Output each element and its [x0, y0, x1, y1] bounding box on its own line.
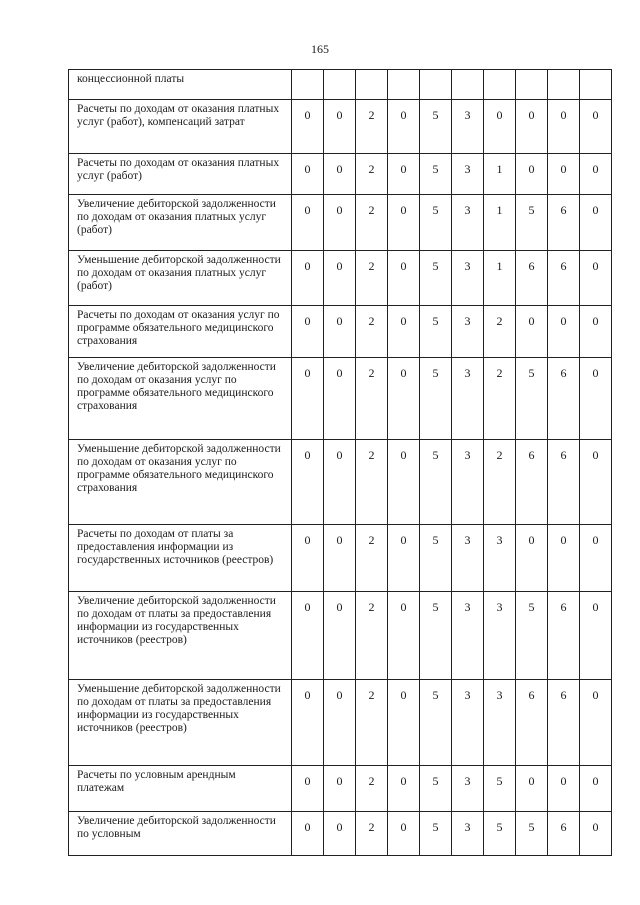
code-digit-cell: 0 [324, 306, 356, 358]
table-row [69, 154, 612, 195]
code-digit-cell: 5 [420, 358, 452, 440]
code-digit-cell: 3 [452, 440, 484, 525]
code-digit-cell: 0 [516, 766, 548, 812]
code-digit-cell: 6 [548, 440, 580, 525]
code-digit-cell: 0 [324, 766, 356, 812]
code-digit-cell [420, 70, 452, 100]
code-digit-cell: 0 [388, 358, 420, 440]
code-digit-cell: 0 [292, 440, 324, 525]
code-digit-cell [516, 70, 548, 100]
code-digit-cell: 6 [516, 440, 548, 525]
account-name-cell: Увеличение дебиторской задолженности по доходам от оказания услуг по программе обязательного медицинского страхования [69, 358, 292, 440]
accounts-table-container [68, 69, 612, 856]
code-digit-cell: 0 [292, 251, 324, 306]
code-digit-cell: 1 [484, 251, 516, 306]
accounts-table-body [69, 70, 612, 856]
code-digit-cell: 0 [580, 358, 612, 440]
table-row [69, 680, 612, 766]
code-digit-cell: 5 [420, 812, 452, 856]
account-name-cell: Увеличение дебиторской задолженности по доходам от платы за предоставления информации из государственных источников (реестров) [69, 592, 292, 680]
code-digit-cell: 0 [548, 154, 580, 195]
code-digit-cell: 6 [548, 592, 580, 680]
code-digit-cell: 0 [388, 195, 420, 251]
table-row [69, 812, 612, 856]
code-digit-cell: 2 [356, 525, 388, 592]
code-digit-cell: 5 [484, 766, 516, 812]
code-digit-cell: 1 [484, 154, 516, 195]
code-digit-cell: 5 [516, 195, 548, 251]
code-digit-cell: 0 [548, 100, 580, 154]
code-digit-cell: 0 [580, 592, 612, 680]
account-name-cell: Расчеты по доходам от платы за предоставления информации из государственных источников (реестров) [69, 525, 292, 592]
code-digit-cell: 2 [356, 766, 388, 812]
code-digit-cell: 0 [548, 306, 580, 358]
code-digit-cell: 2 [356, 195, 388, 251]
code-digit-cell: 5 [420, 251, 452, 306]
code-digit-cell: 5 [516, 812, 548, 856]
code-digit-cell: 0 [324, 592, 356, 680]
table-row [69, 251, 612, 306]
code-digit-cell [324, 70, 356, 100]
code-digit-cell: 0 [388, 525, 420, 592]
code-digit-cell: 3 [484, 680, 516, 766]
code-digit-cell: 5 [516, 358, 548, 440]
account-name-cell: концессионной платы [69, 70, 292, 100]
code-digit-cell: 0 [292, 766, 324, 812]
code-digit-cell: 0 [292, 812, 324, 856]
account-name-cell: Расчеты по доходам от оказания услуг по программе обязательного медицинского страхования [69, 306, 292, 358]
code-digit-cell: 5 [420, 306, 452, 358]
code-digit-cell: 5 [420, 525, 452, 592]
code-digit-cell: 0 [324, 812, 356, 856]
account-name-cell: Уменьшение дебиторской задолженности по доходам от платы за предоставления информации из государственных источников (реестров) [69, 680, 292, 766]
code-digit-cell: 0 [388, 592, 420, 680]
code-digit-cell: 0 [388, 154, 420, 195]
code-digit-cell: 2 [356, 592, 388, 680]
code-digit-cell [484, 70, 516, 100]
code-digit-cell: 0 [388, 251, 420, 306]
table-row [69, 358, 612, 440]
account-name-cell: Уменьшение дебиторской задолженности по доходам от оказания услуг по программе обязательного медицинского страхования [69, 440, 292, 525]
code-digit-cell: 3 [452, 680, 484, 766]
code-digit-cell: 0 [324, 358, 356, 440]
code-digit-cell: 0 [324, 251, 356, 306]
code-digit-cell: 0 [580, 251, 612, 306]
code-digit-cell: 6 [548, 812, 580, 856]
code-digit-cell: 3 [452, 766, 484, 812]
code-digit-cell: 2 [356, 358, 388, 440]
code-digit-cell: 5 [420, 195, 452, 251]
code-digit-cell: 2 [356, 680, 388, 766]
account-name-cell: Расчеты по доходам от оказания платных услуг (работ) [69, 154, 292, 195]
table-row [69, 440, 612, 525]
table-row [69, 766, 612, 812]
code-digit-cell: 0 [580, 812, 612, 856]
code-digit-cell: 5 [420, 766, 452, 812]
code-digit-cell: 0 [580, 100, 612, 154]
code-digit-cell: 1 [484, 195, 516, 251]
code-digit-cell: 3 [452, 195, 484, 251]
code-digit-cell: 3 [452, 358, 484, 440]
code-digit-cell: 3 [452, 525, 484, 592]
code-digit-cell: 2 [356, 306, 388, 358]
code-digit-cell: 0 [516, 100, 548, 154]
code-digit-cell: 5 [484, 812, 516, 856]
code-digit-cell: 6 [548, 358, 580, 440]
code-digit-cell: 2 [356, 440, 388, 525]
code-digit-cell: 0 [388, 100, 420, 154]
code-digit-cell [580, 70, 612, 100]
code-digit-cell: 0 [324, 100, 356, 154]
code-digit-cell [452, 70, 484, 100]
code-digit-cell: 6 [516, 680, 548, 766]
code-digit-cell: 0 [292, 680, 324, 766]
code-digit-cell [548, 70, 580, 100]
account-name-cell: Расчеты по доходам от оказания платных услуг (работ), компенсаций затрат [69, 100, 292, 154]
code-digit-cell: 0 [516, 306, 548, 358]
code-digit-cell: 0 [292, 358, 324, 440]
code-digit-cell: 0 [516, 525, 548, 592]
code-digit-cell: 0 [324, 195, 356, 251]
code-digit-cell: 0 [580, 440, 612, 525]
code-digit-cell: 6 [548, 195, 580, 251]
code-digit-cell: 2 [356, 812, 388, 856]
table-row [69, 100, 612, 154]
code-digit-cell: 2 [484, 306, 516, 358]
code-digit-cell: 0 [292, 592, 324, 680]
code-digit-cell: 5 [420, 440, 452, 525]
code-digit-cell: 0 [548, 525, 580, 592]
code-digit-cell: 5 [420, 680, 452, 766]
code-digit-cell: 5 [420, 100, 452, 154]
code-digit-cell: 0 [292, 154, 324, 195]
code-digit-cell: 0 [388, 766, 420, 812]
code-digit-cell [388, 70, 420, 100]
table-row [69, 70, 612, 100]
account-name-cell: Расчеты по условным арендным платежам [69, 766, 292, 812]
code-digit-cell: 3 [452, 812, 484, 856]
code-digit-cell: 3 [484, 592, 516, 680]
code-digit-cell: 0 [324, 440, 356, 525]
code-digit-cell: 0 [292, 195, 324, 251]
table-row [69, 195, 612, 251]
code-digit-cell: 5 [420, 154, 452, 195]
code-digit-cell: 5 [516, 592, 548, 680]
code-digit-cell: 3 [452, 592, 484, 680]
table-row [69, 592, 612, 680]
code-digit-cell: 6 [548, 680, 580, 766]
code-digit-cell: 2 [484, 358, 516, 440]
code-digit-cell: 2 [356, 251, 388, 306]
code-digit-cell: 0 [292, 100, 324, 154]
account-name-cell: Увеличение дебиторской задолженности по условным [69, 812, 292, 856]
code-digit-cell: 0 [548, 766, 580, 812]
code-digit-cell: 0 [580, 306, 612, 358]
code-digit-cell: 0 [580, 525, 612, 592]
accounts-table [68, 69, 612, 856]
code-digit-cell: 2 [356, 154, 388, 195]
code-digit-cell: 0 [580, 680, 612, 766]
code-digit-cell [356, 70, 388, 100]
code-digit-cell: 6 [548, 251, 580, 306]
table-row [69, 525, 612, 592]
code-digit-cell: 0 [292, 525, 324, 592]
page-number: 165 [311, 42, 329, 56]
code-digit-cell: 0 [324, 525, 356, 592]
account-name-cell: Увеличение дебиторской задолженности по доходам от оказания платных услуг (работ) [69, 195, 292, 251]
code-digit-cell: 2 [356, 100, 388, 154]
code-digit-cell: 0 [388, 440, 420, 525]
code-digit-cell: 0 [580, 154, 612, 195]
code-digit-cell: 0 [580, 766, 612, 812]
code-digit-cell: 0 [292, 306, 324, 358]
code-digit-cell: 5 [420, 592, 452, 680]
table-row [69, 306, 612, 358]
code-digit-cell: 3 [452, 306, 484, 358]
code-digit-cell: 0 [324, 680, 356, 766]
code-digit-cell: 3 [452, 100, 484, 154]
code-digit-cell: 3 [452, 251, 484, 306]
code-digit-cell: 0 [516, 154, 548, 195]
code-digit-cell: 0 [388, 812, 420, 856]
code-digit-cell: 3 [452, 154, 484, 195]
code-digit-cell: 0 [388, 306, 420, 358]
code-digit-cell: 0 [580, 195, 612, 251]
code-digit-cell: 2 [484, 440, 516, 525]
account-name-cell: Уменьшение дебиторской задолженности по доходам от оказания платных услуг (работ) [69, 251, 292, 306]
code-digit-cell: 0 [324, 154, 356, 195]
code-digit-cell: 3 [484, 525, 516, 592]
code-digit-cell: 0 [484, 100, 516, 154]
code-digit-cell: 6 [516, 251, 548, 306]
code-digit-cell: 0 [388, 680, 420, 766]
code-digit-cell [292, 70, 324, 100]
